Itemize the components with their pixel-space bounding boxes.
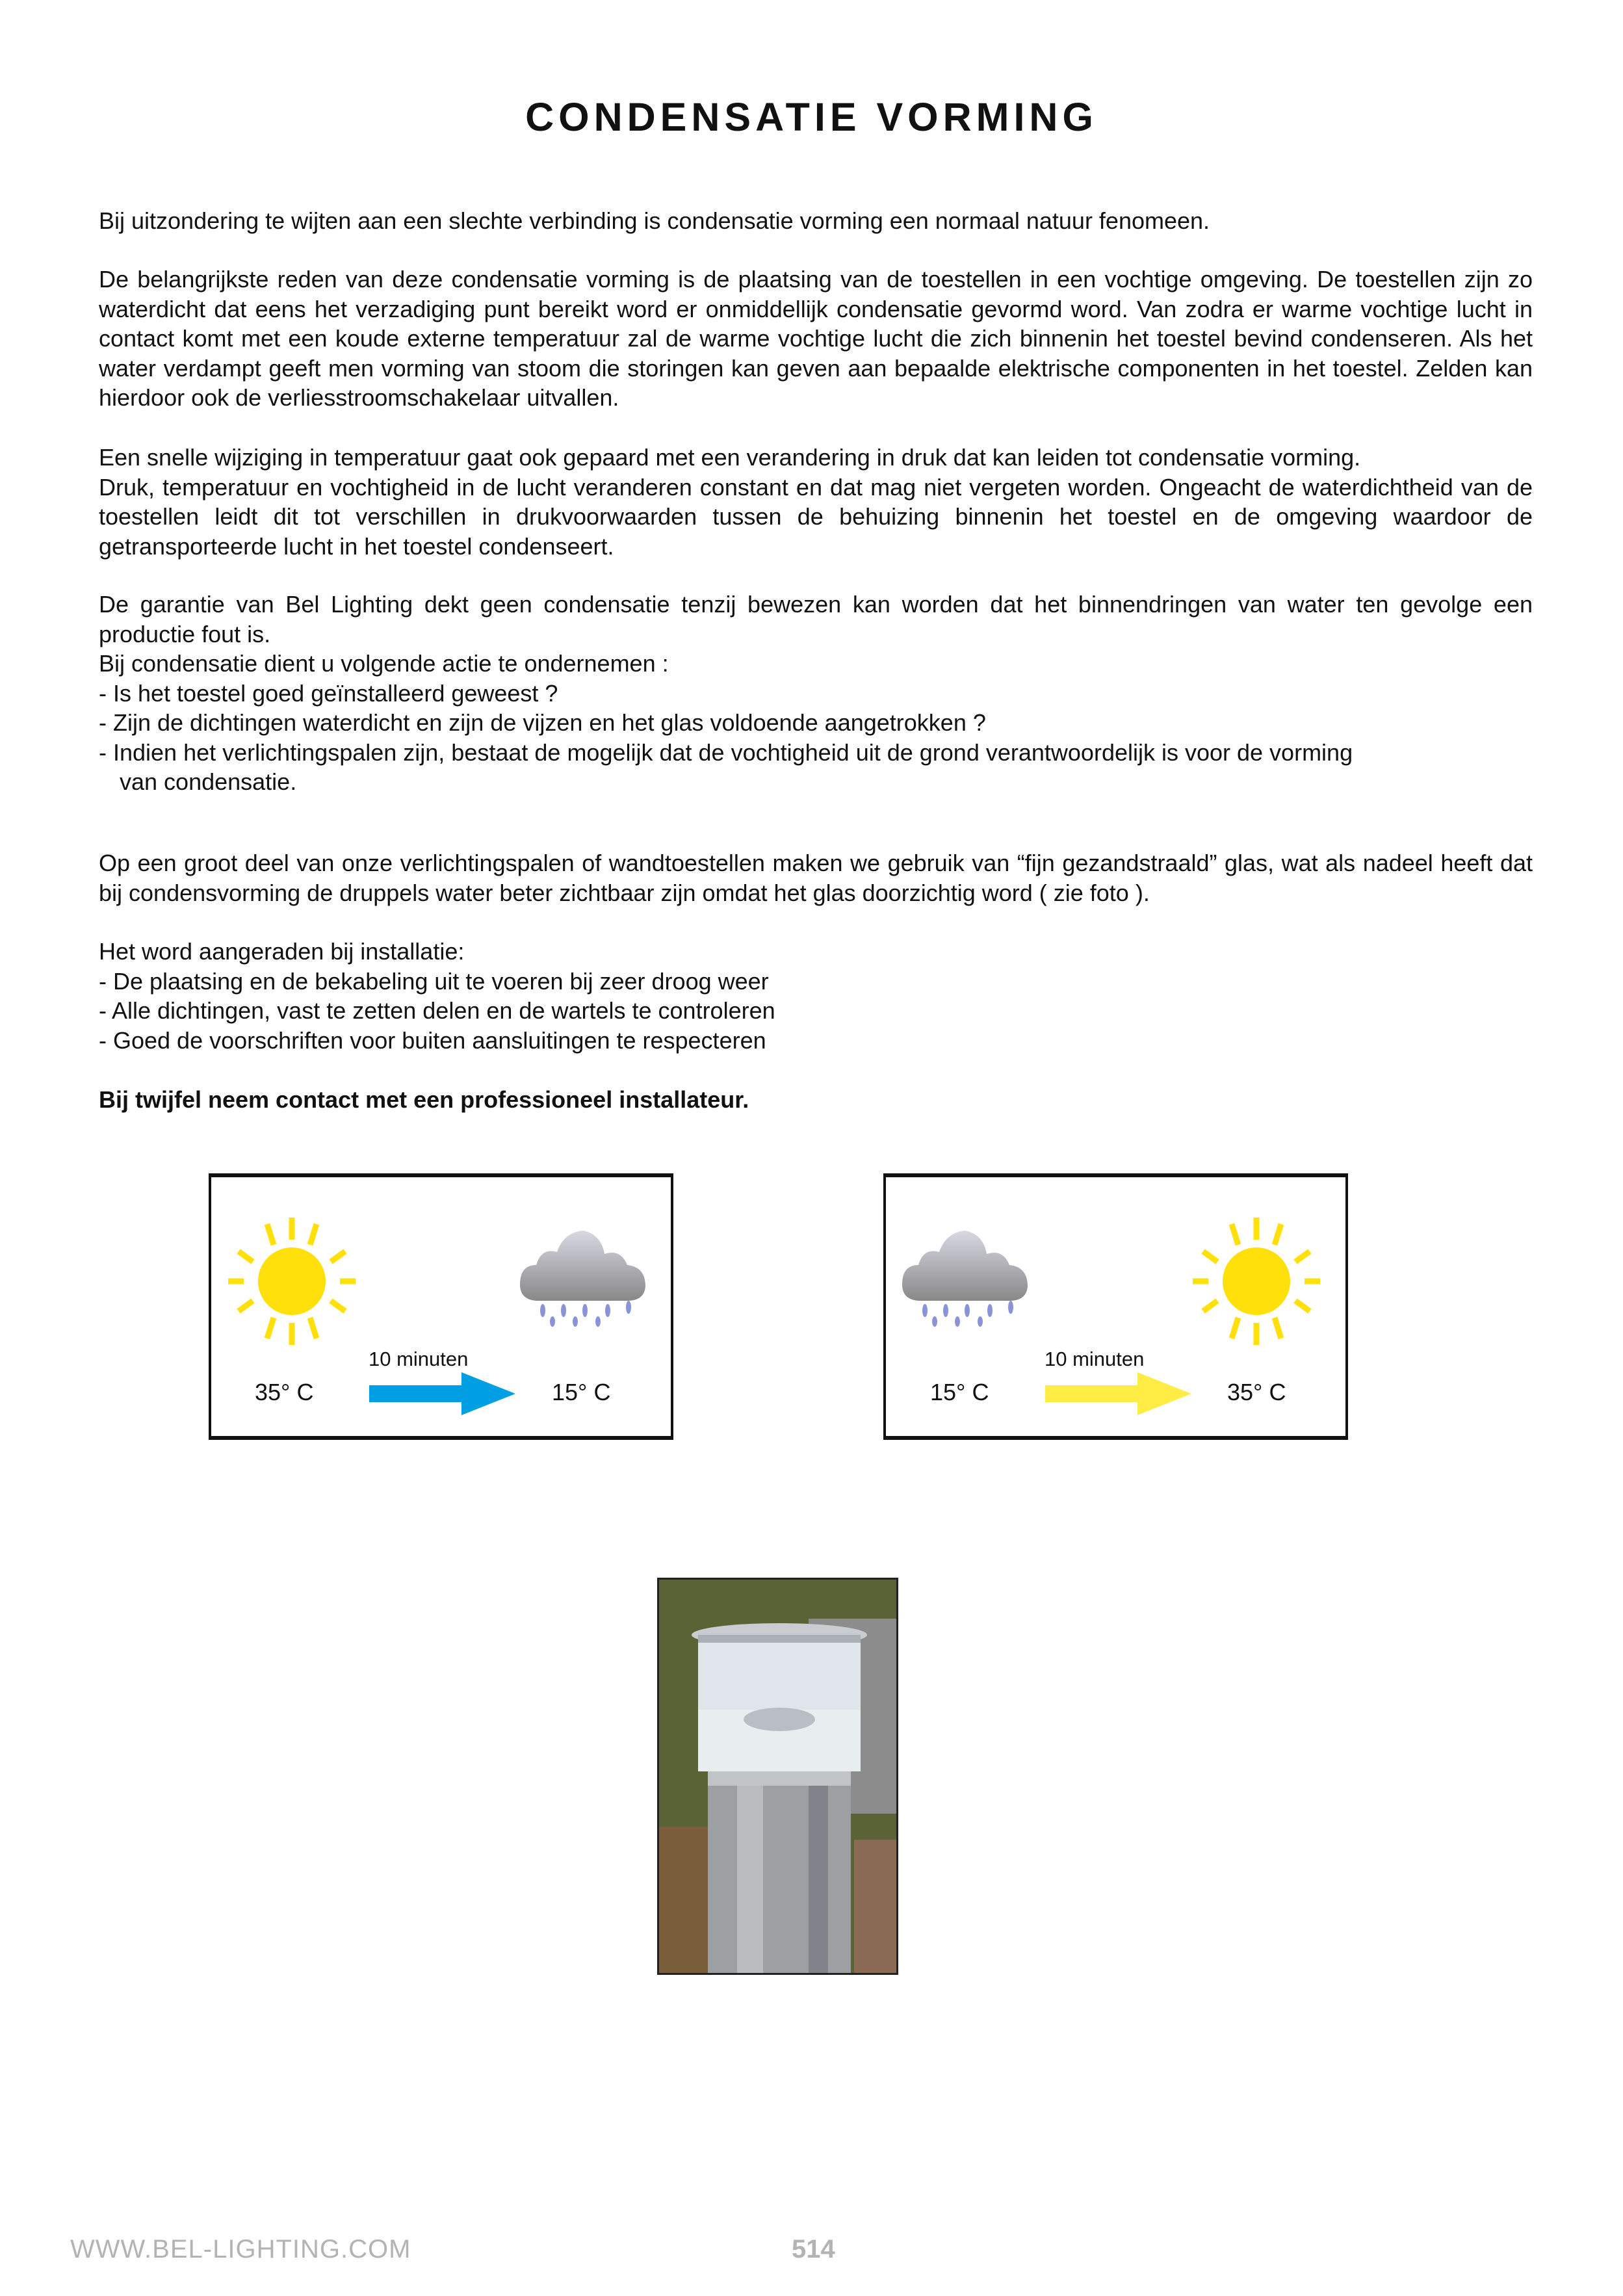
installation-intro: Het word aangeraden bij installatie: [99, 938, 465, 965]
intro-paragraph: Bij uitzondering te wijten aan een slechte verbinding is condensatie vorming een normaal natuur fenomeen. [99, 207, 1210, 234]
list-item: - Alle dichtingen, vast te zetten delen en de wartels te controleren [99, 997, 775, 1024]
arrow-right-icon [369, 1372, 519, 1415]
sun-icon [227, 1216, 357, 1346]
bollard-condensation-photo [657, 1578, 898, 1975]
page-number: 514 [792, 2235, 835, 2263]
glass-paragraph: Op een groot deel van onze verlichtingspalen of wandtoestellen maken we gebruik van “fijn gezandstraald” glas, wat als nadeel heeft dat bij condensvorming de druppels water beter zichtbaar zijn omdat het glas doorzichtig word ( zie foto ). [99, 850, 1533, 906]
list-item: - Indien het verlichtingspalen zijn, bestaat de mogelijk dat de vochtigheid uit de grond verantwoordelijk is voor de vorming [99, 738, 1353, 766]
page-title: CONDENSATIE VORMING [525, 95, 1098, 139]
warranty-text: De garantie van Bel Lighting dekt geen condensatie tenzij bewezen kan worden dat het binnendringen van water ten gevolge een productie fout is. [99, 591, 1533, 647]
rain-cloud-icon [517, 1229, 647, 1327]
end-temperature: 15° C [552, 1379, 611, 1405]
pressure-text: Druk, temperatuur en vochtigheid in de lucht veranderen constant en dat mag niet vergeten worden. Ongeacht de waterdichtheid van de toestellen leidt dit tot verschillen in drukvoorwaarden tussen de behuizing binnenin het toestel en de omgeving waardoor de getransporteerde lucht in het toestel condenseert. [99, 473, 1533, 560]
pressure-paragraph [99, 443, 1533, 561]
end-temperature: 35° C [1227, 1379, 1286, 1405]
warranty-paragraph [99, 590, 1533, 797]
installation-paragraph [99, 937, 1533, 1055]
action-intro: Bij condensatie dient u volgende actie te ondernemen : [99, 650, 669, 677]
footer-website: WWW.BEL-LIGHTING.COM [70, 2235, 411, 2263]
arrow-right-icon [1045, 1372, 1195, 1415]
list-item-continued: van condensatie. [120, 768, 297, 795]
duration-label: 10 minuten [369, 1348, 469, 1370]
duration-label: 10 minuten [1045, 1348, 1145, 1370]
diagram-warm-to-cold [209, 1173, 673, 1440]
diagram-cold-to-warm [883, 1173, 1348, 1440]
list-item: - Is het toestel goed geïnstalleerd geweest ? [99, 679, 558, 707]
list-item: - Zijn de dichtingen waterdicht en zijn de vijzen en het glas voldoende aangetrokken ? [99, 709, 986, 736]
list-item: - Goed de voorschriften voor buiten aansluitingen te respecteren [99, 1026, 766, 1054]
cause-paragraph: De belangrijkste reden van deze condensatie vorming is de plaatsing van de toestellen in een vochtige omgeving. De toestellen zijn zo waterdicht dat eens het verzadiging punt bereikt word er onmiddellijk condensatie gevormd word. Van zodra er warme vochtige lucht in contact komt met een koude externe temperatuur zal de warme vochtige lucht die zich binnenin het toestel bevind condenseren. Als het water verdampt geeft men vorming van stoom die storingen kan geven aan bepaalde elektrische componenten in het toestel. Zelden kan hierdoor ook de verliesstroomschakelaar uitvallen. [99, 266, 1533, 411]
start-temperature: 35° C [255, 1379, 314, 1405]
start-temperature: 15° C [930, 1379, 989, 1405]
bold-note: Bij twijfel neem contact met een professioneel installateur. [99, 1086, 749, 1113]
list-item: - De plaatsing en de bekabeling uit te voeren bij zeer droog weer [99, 967, 769, 995]
pressure-line: Een snelle wijziging in temperatuur gaat ook gepaard met een verandering in druk dat kan leiden tot condensatie vorming. [99, 444, 1361, 471]
sun-icon [1191, 1216, 1321, 1346]
rain-cloud-icon [899, 1229, 1029, 1327]
